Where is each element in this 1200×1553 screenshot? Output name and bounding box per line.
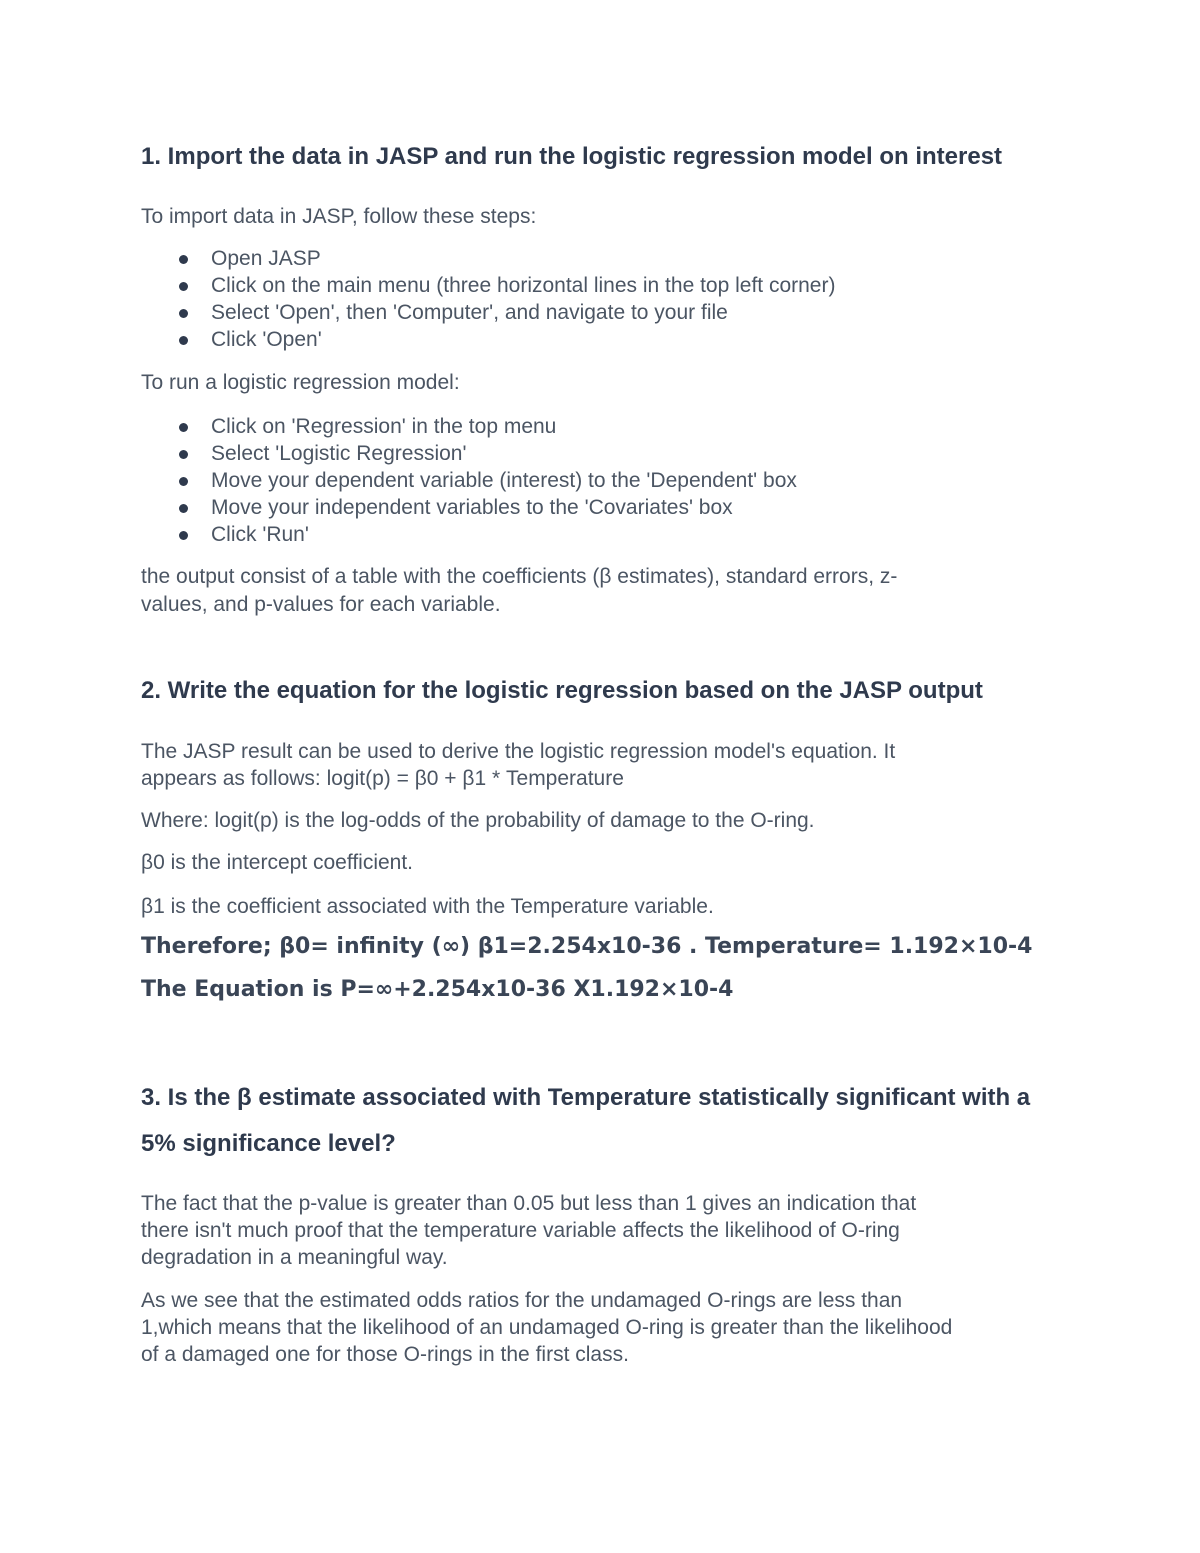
import-steps-list xyxy=(141,245,835,353)
list-item: Open JASP xyxy=(141,245,835,272)
bullet-icon xyxy=(179,309,188,318)
odds-para-line-3: of a damaged one for those O-rings in the first class. xyxy=(141,1343,629,1366)
list-item: Select 'Open', then 'Computer', and navigate to your file xyxy=(141,299,835,326)
list-item: Move your dependent variable (interest) to the 'Dependent' box xyxy=(141,467,797,494)
odds-para-line-2: 1,which means that the likelihood of an undamaged O-ring is greater than the likelihood xyxy=(141,1316,953,1339)
bullet-icon xyxy=(179,282,188,291)
equation-intro-line-2: appears as follows: logit(p) = β0 + β1 * Temperature xyxy=(141,767,624,790)
run-steps-list xyxy=(141,413,797,548)
bullet-icon xyxy=(179,450,188,459)
bullet-icon xyxy=(179,531,188,540)
section-3-heading-line-1: 3. Is the β estimate associated with Temperature statistically significant with a xyxy=(141,1084,1031,1111)
list-item: Click on 'Regression' in the top menu xyxy=(141,413,797,440)
section-2-heading: 2. Write the equation for the logistic regression based on the JASP output xyxy=(141,677,983,704)
list-item: Select 'Logistic Regression' xyxy=(141,440,797,467)
bullet-icon xyxy=(179,504,188,513)
significance-para-line-3: degradation in a meaningful way. xyxy=(141,1246,448,1269)
where-definition: Where: logit(p) is the log-odds of the probability of damage to the O-ring. xyxy=(141,809,815,832)
bullet-icon xyxy=(179,336,188,345)
beta1-definition: β1 is the coefficient associated with the Temperature variable. xyxy=(141,895,714,918)
run-intro: To run a logistic regression model: xyxy=(141,371,460,394)
output-description-line-1: the output consist of a table with the coefficients (β estimates), standard errors, z- xyxy=(141,565,898,588)
significance-para-line-1: The fact that the p-value is greater than 0.05 but less than 1 gives an indication that xyxy=(141,1192,917,1215)
odds-para-line-1: As we see that the estimated odds ratios for the undamaged O-rings are less than xyxy=(141,1289,903,1312)
section-3-heading-line-2: 5% significance level? xyxy=(141,1130,396,1157)
bullet-icon xyxy=(179,423,188,432)
final-equation: The Equation is P=∞+2.254x10-36 X1.192×10-4 xyxy=(141,977,734,1002)
bullet-icon xyxy=(179,477,188,486)
equation-intro-line-1: The JASP result can be used to derive the logistic regression model's equation. It xyxy=(141,740,896,763)
bullet-icon xyxy=(179,255,188,264)
list-item: Click 'Run' xyxy=(141,521,797,548)
therefore-values: Therefore; β0= infinity (∞) β1=2.254x10-36 . Temperature= 1.192×10-4 xyxy=(141,934,1033,959)
import-intro: To import data in JASP, follow these steps: xyxy=(141,205,537,228)
section-1-heading: 1. Import the data in JASP and run the logistic regression model on interest xyxy=(141,143,1003,170)
list-item: Click on the main menu (three horizontal lines in the top left corner) xyxy=(141,272,835,299)
list-item: Move your independent variables to the 'Covariates' box xyxy=(141,494,797,521)
output-description-line-2: values, and p-values for each variable. xyxy=(141,593,501,616)
beta0-definition: β0 is the intercept coefficient. xyxy=(141,851,414,874)
list-item: Click 'Open' xyxy=(141,326,835,353)
significance-para-line-2: there isn't much proof that the temperature variable affects the likelihood of O-ring xyxy=(141,1219,900,1242)
